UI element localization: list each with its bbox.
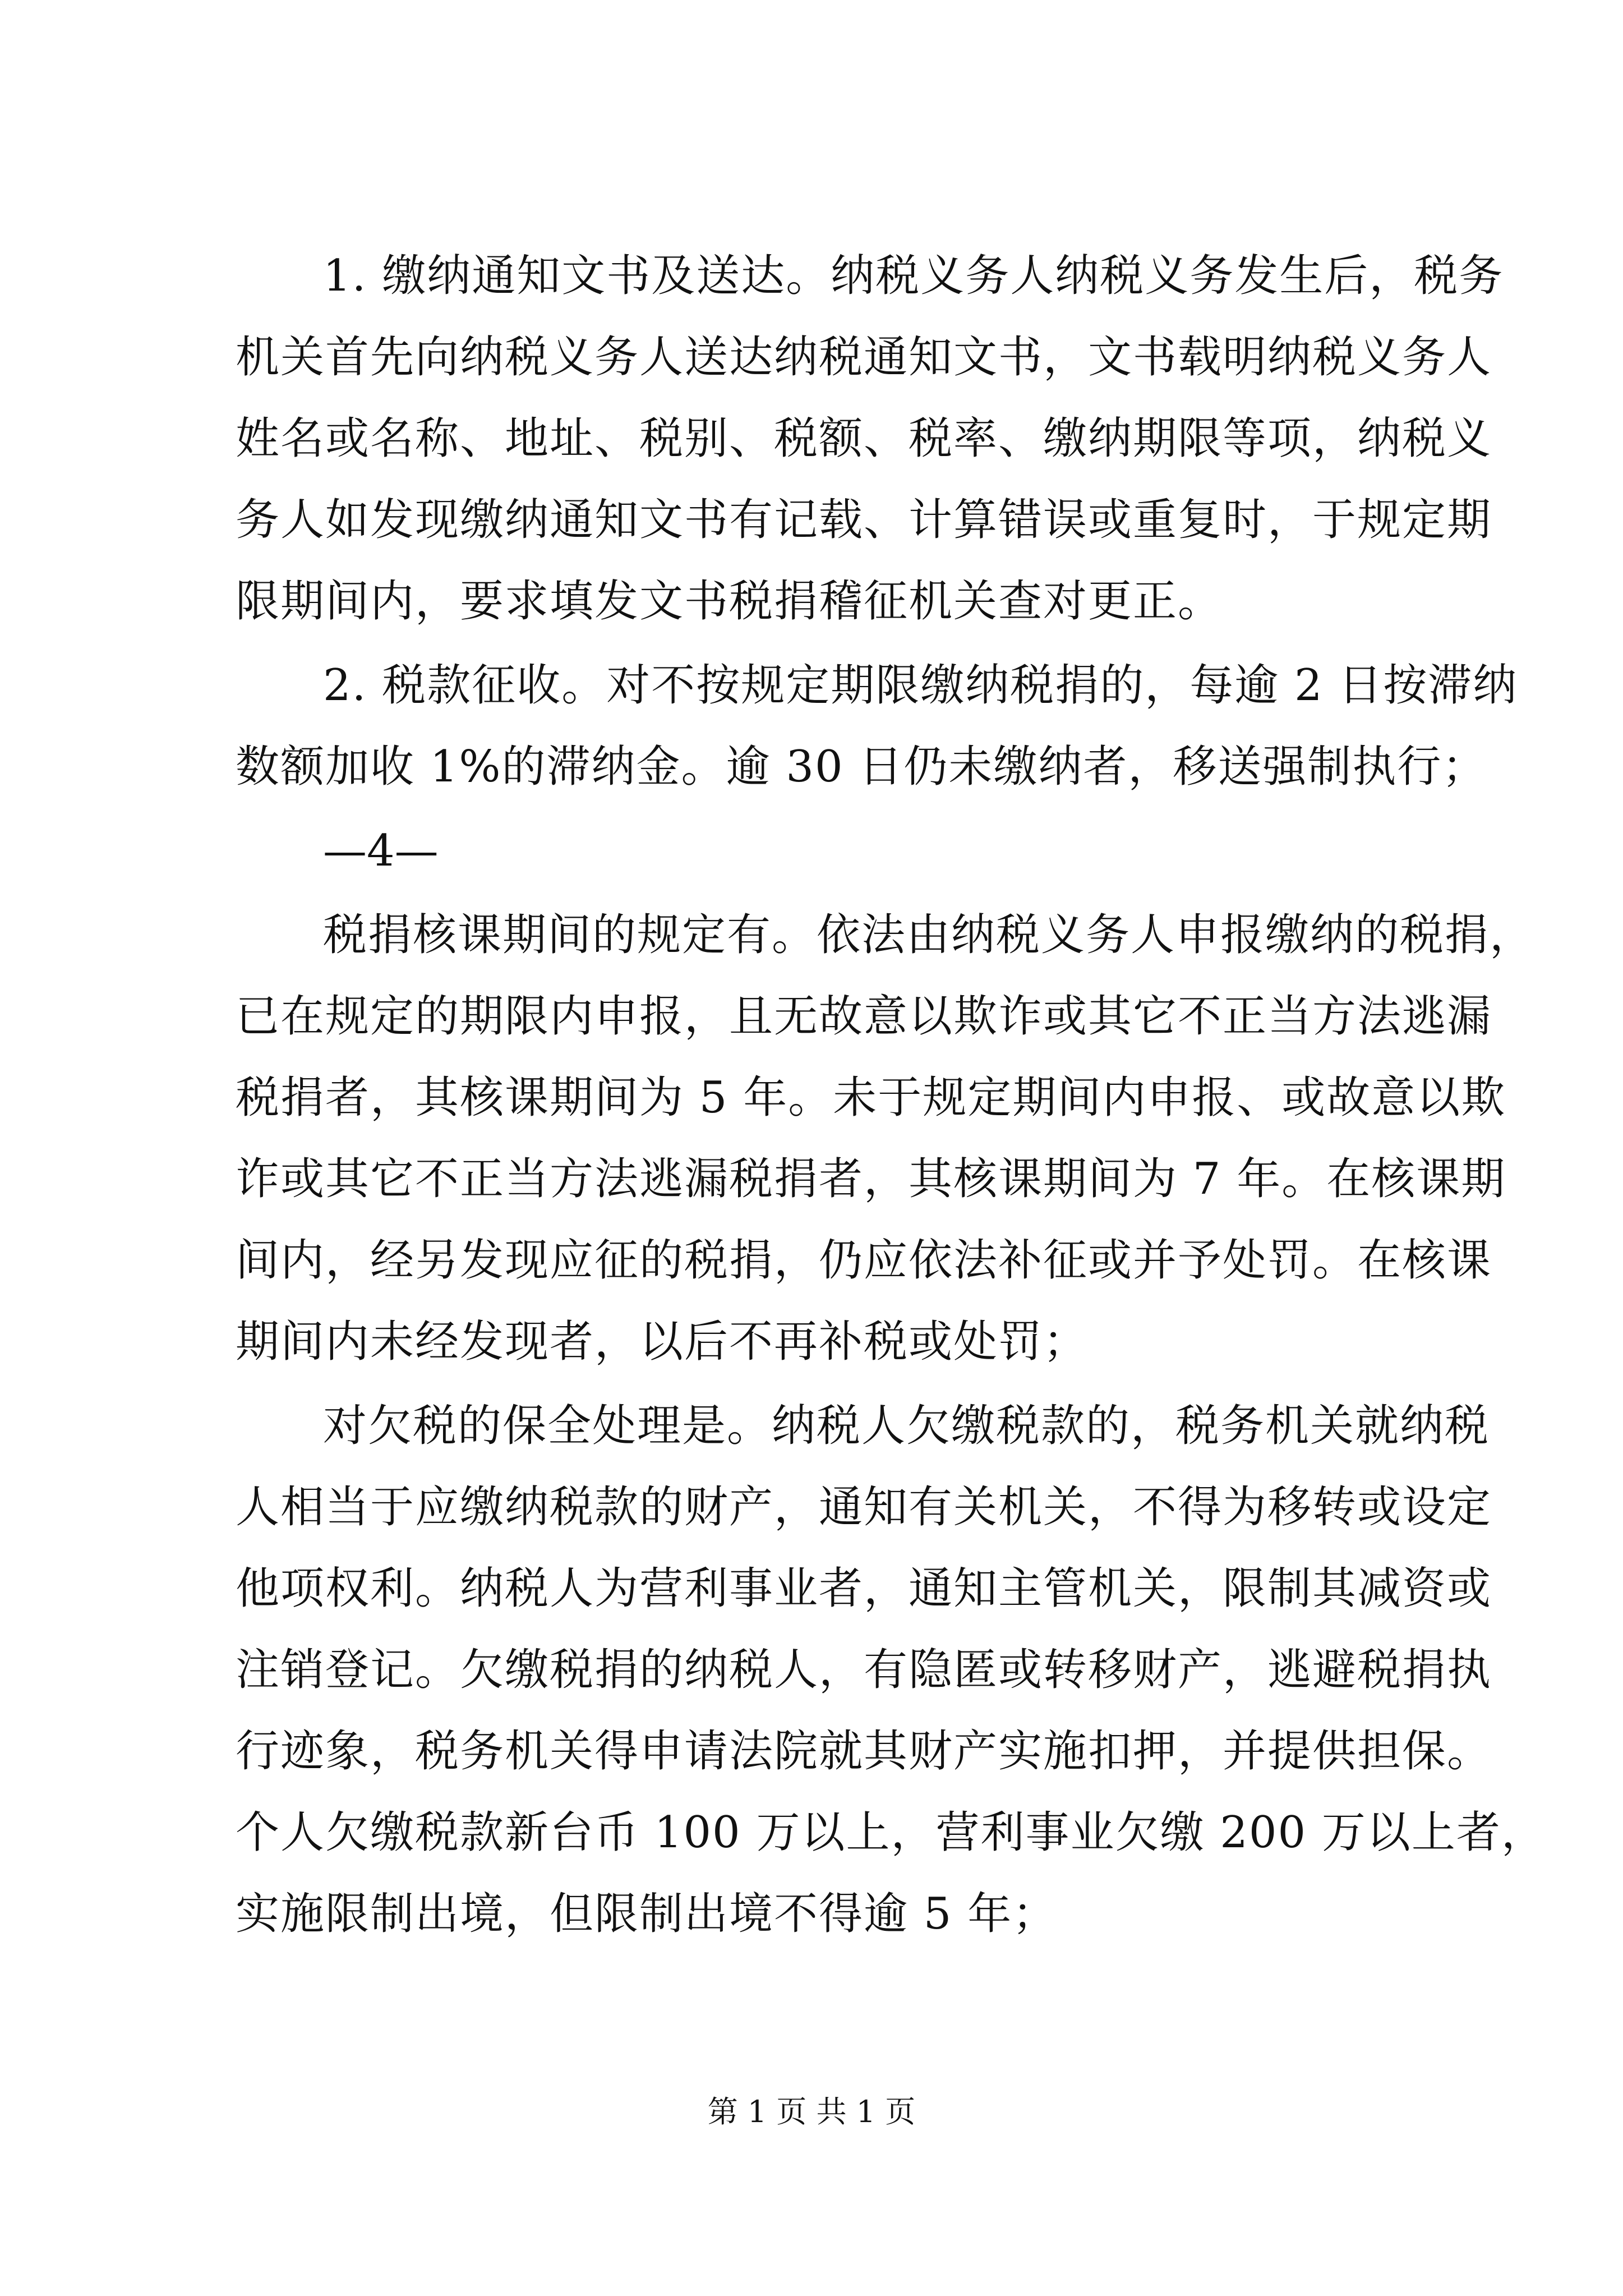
text-line: 间内，经另发现应征的税捐，仍应依法补征或并予处罚。在核课 bbox=[236, 1235, 1492, 1286]
text-line: 他项权利。纳税人为营利事业者，通知主管机关，限制其减资或 bbox=[236, 1563, 1492, 1614]
text-line: 已在规定的期限内申报，且无故意以欺诈或其它不正当方法逃漏 bbox=[236, 991, 1492, 1042]
text-line: 2. 税款征收。对不按规定期限缴纳税捐的，每逾 2 日按滞纳 bbox=[323, 660, 1518, 711]
text-line: 姓名或名称、地址、税别、税额、税率、缴纳期限等项，纳税义 bbox=[236, 413, 1492, 464]
text-line: 行迹象，税务机关得申请法院就其财产实施扣押，并提供担保。 bbox=[236, 1726, 1492, 1777]
text-line: 期间内未经发现者，以后不再补税或处罚； bbox=[236, 1317, 1089, 1367]
text-line: 实施限制出境，但限制出境不得逾 5 年； bbox=[236, 1889, 1058, 1939]
text-line: 数额加收 1%的滞纳金。逾 30 日仍未缴纳者，移送强制执行； bbox=[236, 742, 1487, 792]
text-line: 税捐核课期间的规定有。依法由纳税义务人申报缴纳的税捐， bbox=[323, 910, 1535, 960]
text-line: 1. 缴纳通知文书及送达。纳税义务人纳税义务发生后，税务 bbox=[323, 251, 1504, 301]
text-line: 务人如发现缴纳通知文书有记载、计算错误或重复时，于规定期 bbox=[236, 495, 1492, 545]
paragraph-assessment-period bbox=[236, 895, 1535, 1383]
text-line: 机关首先向纳税义务人送达纳税通知文书，文书载明纳税义务人 bbox=[236, 332, 1492, 383]
text-line: 个人欠缴税款新台币 100 万以上，营利事业欠缴 200 万以上者， bbox=[236, 1807, 1546, 1858]
text-line: 诈或其它不正当方法逃漏税捐者，其核课期间为 7 年。在核课期 bbox=[236, 1154, 1506, 1204]
paragraph-notice-delivery bbox=[236, 236, 1504, 642]
text-line: 对欠税的保全处理是。纳税人欠缴税款的，税务机关就纳税 bbox=[323, 1401, 1490, 1451]
paragraph-tax-collection bbox=[236, 645, 1518, 808]
text-line: 限期间内，要求填发文书税捐稽征机关查对更正。 bbox=[236, 576, 1223, 627]
page-marker: —4— bbox=[323, 826, 439, 876]
text-line: 税捐者，其核课期间为 5 年。未于规定期间内申报、或故意以欺 bbox=[236, 1073, 1506, 1123]
document-body bbox=[236, 236, 1546, 1958]
text-line: 注销登记。欠缴税捐的纳税人，有隐匿或转移财产，逃避税捐执 bbox=[236, 1645, 1492, 1695]
text-line: 人相当于应缴纳税款的财产，通知有关机关，不得为移转或设定 bbox=[236, 1482, 1492, 1533]
page-footer: 第 1 页 共 1 页 bbox=[707, 2094, 916, 2129]
paragraph-arrears-preservation bbox=[236, 1386, 1546, 1955]
